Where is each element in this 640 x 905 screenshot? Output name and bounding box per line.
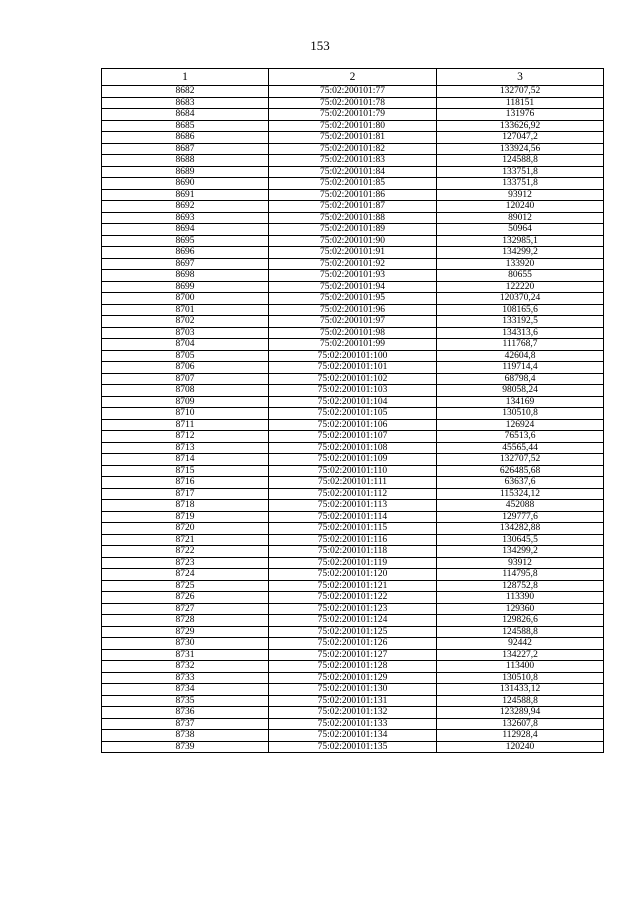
value-cell: 45565,44 bbox=[437, 442, 604, 454]
value-cell: 130510,8 bbox=[437, 672, 604, 684]
cadastral-number-cell: 75:02:200101:83 bbox=[269, 155, 437, 167]
cadastral-number-cell: 75:02:200101:132 bbox=[269, 707, 437, 719]
cadastral-number-cell: 75:02:200101:85 bbox=[269, 178, 437, 190]
table-row bbox=[102, 477, 604, 489]
row-number-cell: 8715 bbox=[102, 465, 269, 477]
cadastral-number-cell: 75:02:200101:94 bbox=[269, 281, 437, 293]
value-cell: 63637,6 bbox=[437, 477, 604, 489]
table-row bbox=[102, 270, 604, 282]
cadastral-number-cell: 75:02:200101:79 bbox=[269, 109, 437, 121]
value-cell: 108165,6 bbox=[437, 304, 604, 316]
cadastral-number-cell: 75:02:200101:112 bbox=[269, 488, 437, 500]
cadastral-number-cell: 75:02:200101:115 bbox=[269, 523, 437, 535]
table-row bbox=[102, 707, 604, 719]
value-cell: 134282,88 bbox=[437, 523, 604, 535]
table-row bbox=[102, 500, 604, 512]
value-cell: 133920 bbox=[437, 258, 604, 270]
page-number: 153 bbox=[310, 38, 330, 53]
table-row bbox=[102, 212, 604, 224]
row-number-cell: 8689 bbox=[102, 166, 269, 178]
table-row bbox=[102, 385, 604, 397]
cadastral-number-cell: 75:02:200101:111 bbox=[269, 477, 437, 489]
value-cell: 124588,8 bbox=[437, 155, 604, 167]
value-cell: 112928,4 bbox=[437, 730, 604, 742]
value-cell: 133192,5 bbox=[437, 316, 604, 328]
row-number-cell: 8688 bbox=[102, 155, 269, 167]
row-number-cell: 8700 bbox=[102, 293, 269, 305]
row-number-cell: 8735 bbox=[102, 695, 269, 707]
table-row bbox=[102, 396, 604, 408]
cadastral-table bbox=[101, 68, 604, 753]
table-row bbox=[102, 557, 604, 569]
cadastral-number-cell: 75:02:200101:89 bbox=[269, 224, 437, 236]
value-cell: 130510,8 bbox=[437, 408, 604, 420]
table-row bbox=[102, 442, 604, 454]
cadastral-number-cell: 75:02:200101:135 bbox=[269, 741, 437, 753]
row-number-cell: 8739 bbox=[102, 741, 269, 753]
row-number-cell: 8724 bbox=[102, 569, 269, 581]
table-row bbox=[102, 189, 604, 201]
row-number-cell: 8716 bbox=[102, 477, 269, 489]
table-row bbox=[102, 661, 604, 673]
cadastral-number-cell: 75:02:200101:129 bbox=[269, 672, 437, 684]
table-row bbox=[102, 201, 604, 213]
table-row bbox=[102, 339, 604, 351]
table-row bbox=[102, 603, 604, 615]
cadastral-number-cell: 75:02:200101:122 bbox=[269, 592, 437, 604]
cadastral-number-cell: 75:02:200101:104 bbox=[269, 396, 437, 408]
row-number-cell: 8727 bbox=[102, 603, 269, 615]
value-cell: 111768,7 bbox=[437, 339, 604, 351]
value-cell: 122220 bbox=[437, 281, 604, 293]
row-number-cell: 8719 bbox=[102, 511, 269, 523]
table-row bbox=[102, 408, 604, 420]
row-number-cell: 8721 bbox=[102, 534, 269, 546]
row-number-cell: 8712 bbox=[102, 431, 269, 443]
cadastral-number-cell: 75:02:200101:96 bbox=[269, 304, 437, 316]
value-cell: 129826,6 bbox=[437, 615, 604, 627]
table-row bbox=[102, 327, 604, 339]
cadastral-number-cell: 75:02:200101:93 bbox=[269, 270, 437, 282]
table-row bbox=[102, 281, 604, 293]
table-row bbox=[102, 304, 604, 316]
cadastral-number-cell: 75:02:200101:110 bbox=[269, 465, 437, 477]
cadastral-number-cell: 75:02:200101:78 bbox=[269, 97, 437, 109]
value-cell: 132985,1 bbox=[437, 235, 604, 247]
table-row bbox=[102, 649, 604, 661]
cadastral-number-cell: 75:02:200101:134 bbox=[269, 730, 437, 742]
row-number-cell: 8707 bbox=[102, 373, 269, 385]
cadastral-number-cell: 75:02:200101:124 bbox=[269, 615, 437, 627]
cadastral-number-cell: 75:02:200101:127 bbox=[269, 649, 437, 661]
cadastral-number-cell: 75:02:200101:130 bbox=[269, 684, 437, 696]
table-row bbox=[102, 511, 604, 523]
row-number-cell: 8696 bbox=[102, 247, 269, 259]
table-row bbox=[102, 580, 604, 592]
cadastral-number-cell: 75:02:200101:109 bbox=[269, 454, 437, 466]
row-number-cell: 8722 bbox=[102, 546, 269, 558]
cadastral-number-cell: 75:02:200101:90 bbox=[269, 235, 437, 247]
cadastral-number-cell: 75:02:200101:95 bbox=[269, 293, 437, 305]
table-row bbox=[102, 419, 604, 431]
value-cell: 132607,8 bbox=[437, 718, 604, 730]
cadastral-number-cell: 75:02:200101:120 bbox=[269, 569, 437, 581]
value-cell: 131976 bbox=[437, 109, 604, 121]
value-cell: 127047,2 bbox=[437, 132, 604, 144]
value-cell: 133751,8 bbox=[437, 178, 604, 190]
row-number-cell: 8685 bbox=[102, 120, 269, 132]
row-number-cell: 8693 bbox=[102, 212, 269, 224]
value-cell: 132707,52 bbox=[437, 86, 604, 98]
table-row bbox=[102, 454, 604, 466]
row-number-cell: 8733 bbox=[102, 672, 269, 684]
table-row bbox=[102, 350, 604, 362]
cadastral-number-cell: 75:02:200101:91 bbox=[269, 247, 437, 259]
table-row bbox=[102, 132, 604, 144]
cadastral-number-cell: 75:02:200101:114 bbox=[269, 511, 437, 523]
value-cell: 128752,8 bbox=[437, 580, 604, 592]
row-number-cell: 8692 bbox=[102, 201, 269, 213]
table-row bbox=[102, 741, 604, 753]
row-number-cell: 8706 bbox=[102, 362, 269, 374]
table-row bbox=[102, 373, 604, 385]
table-row bbox=[102, 718, 604, 730]
value-cell: 80655 bbox=[437, 270, 604, 282]
table-row bbox=[102, 465, 604, 477]
row-number-cell: 8723 bbox=[102, 557, 269, 569]
value-cell: 93912 bbox=[437, 557, 604, 569]
value-cell: 113390 bbox=[437, 592, 604, 604]
row-number-cell: 8687 bbox=[102, 143, 269, 155]
value-cell: 93912 bbox=[437, 189, 604, 201]
cadastral-number-cell: 75:02:200101:116 bbox=[269, 534, 437, 546]
cadastral-number-cell: 75:02:200101:126 bbox=[269, 638, 437, 650]
cadastral-number-cell: 75:02:200101:86 bbox=[269, 189, 437, 201]
table-header bbox=[102, 69, 604, 86]
cadastral-number-cell: 75:02:200101:87 bbox=[269, 201, 437, 213]
table-row bbox=[102, 258, 604, 270]
value-cell: 132707,52 bbox=[437, 454, 604, 466]
header-col-1: 1 bbox=[102, 69, 269, 86]
cadastral-number-cell: 75:02:200101:77 bbox=[269, 86, 437, 98]
cadastral-number-cell: 75:02:200101:99 bbox=[269, 339, 437, 351]
row-number-cell: 8713 bbox=[102, 442, 269, 454]
row-number-cell: 8701 bbox=[102, 304, 269, 316]
row-number-cell: 8704 bbox=[102, 339, 269, 351]
value-cell: 130645,5 bbox=[437, 534, 604, 546]
value-cell: 113400 bbox=[437, 661, 604, 673]
table-row bbox=[102, 431, 604, 443]
value-cell: 118151 bbox=[437, 97, 604, 109]
cadastral-number-cell: 75:02:200101:100 bbox=[269, 350, 437, 362]
value-cell: 133626,92 bbox=[437, 120, 604, 132]
row-number-cell: 8726 bbox=[102, 592, 269, 604]
cadastral-number-cell: 75:02:200101:82 bbox=[269, 143, 437, 155]
cadastral-number-cell: 75:02:200101:119 bbox=[269, 557, 437, 569]
value-cell: 134299,2 bbox=[437, 247, 604, 259]
row-number-cell: 8737 bbox=[102, 718, 269, 730]
table-row bbox=[102, 684, 604, 696]
value-cell: 124588,8 bbox=[437, 695, 604, 707]
row-number-cell: 8705 bbox=[102, 350, 269, 362]
table-row bbox=[102, 534, 604, 546]
header-col-3: 3 bbox=[437, 69, 604, 86]
value-cell: 452088 bbox=[437, 500, 604, 512]
table-row bbox=[102, 155, 604, 167]
value-cell: 68798,4 bbox=[437, 373, 604, 385]
row-number-cell: 8684 bbox=[102, 109, 269, 121]
row-number-cell: 8738 bbox=[102, 730, 269, 742]
table-row bbox=[102, 730, 604, 742]
cadastral-number-cell: 75:02:200101:108 bbox=[269, 442, 437, 454]
row-number-cell: 8691 bbox=[102, 189, 269, 201]
cadastral-number-cell: 75:02:200101:81 bbox=[269, 132, 437, 144]
table-row bbox=[102, 626, 604, 638]
row-number-cell: 8682 bbox=[102, 86, 269, 98]
table-row bbox=[102, 638, 604, 650]
row-number-cell: 8695 bbox=[102, 235, 269, 247]
value-cell: 50964 bbox=[437, 224, 604, 236]
value-cell: 92442 bbox=[437, 638, 604, 650]
row-number-cell: 8683 bbox=[102, 97, 269, 109]
value-cell: 133751,8 bbox=[437, 166, 604, 178]
table-row bbox=[102, 316, 604, 328]
value-cell: 98058,24 bbox=[437, 385, 604, 397]
header-row bbox=[102, 69, 604, 86]
row-number-cell: 8720 bbox=[102, 523, 269, 535]
table-row bbox=[102, 86, 604, 98]
row-number-cell: 8690 bbox=[102, 178, 269, 190]
row-number-cell: 8730 bbox=[102, 638, 269, 650]
header-col-2: 2 bbox=[269, 69, 437, 86]
table-row bbox=[102, 143, 604, 155]
value-cell: 131433,12 bbox=[437, 684, 604, 696]
cadastral-number-cell: 75:02:200101:131 bbox=[269, 695, 437, 707]
cadastral-number-cell: 75:02:200101:98 bbox=[269, 327, 437, 339]
table-row bbox=[102, 362, 604, 374]
value-cell: 129360 bbox=[437, 603, 604, 615]
row-number-cell: 8734 bbox=[102, 684, 269, 696]
table-row bbox=[102, 247, 604, 259]
value-cell: 120240 bbox=[437, 741, 604, 753]
value-cell: 115324,12 bbox=[437, 488, 604, 500]
table-row bbox=[102, 178, 604, 190]
table-row bbox=[102, 546, 604, 558]
cadastral-number-cell: 75:02:200101:113 bbox=[269, 500, 437, 512]
cadastral-number-cell: 75:02:200101:101 bbox=[269, 362, 437, 374]
table-row bbox=[102, 97, 604, 109]
row-number-cell: 8711 bbox=[102, 419, 269, 431]
row-number-cell: 8729 bbox=[102, 626, 269, 638]
value-cell: 119714,4 bbox=[437, 362, 604, 374]
row-number-cell: 8702 bbox=[102, 316, 269, 328]
row-number-cell: 8718 bbox=[102, 500, 269, 512]
value-cell: 134227,2 bbox=[437, 649, 604, 661]
table-row bbox=[102, 166, 604, 178]
table-row bbox=[102, 235, 604, 247]
value-cell: 89012 bbox=[437, 212, 604, 224]
table-row bbox=[102, 120, 604, 132]
cadastral-number-cell: 75:02:200101:128 bbox=[269, 661, 437, 673]
table-row bbox=[102, 615, 604, 627]
row-number-cell: 8686 bbox=[102, 132, 269, 144]
cadastral-number-cell: 75:02:200101:88 bbox=[269, 212, 437, 224]
row-number-cell: 8710 bbox=[102, 408, 269, 420]
cadastral-number-cell: 75:02:200101:106 bbox=[269, 419, 437, 431]
value-cell: 133924,56 bbox=[437, 143, 604, 155]
row-number-cell: 8703 bbox=[102, 327, 269, 339]
row-number-cell: 8736 bbox=[102, 707, 269, 719]
table-row bbox=[102, 488, 604, 500]
cadastral-number-cell: 75:02:200101:102 bbox=[269, 373, 437, 385]
row-number-cell: 8717 bbox=[102, 488, 269, 500]
value-cell: 134169 bbox=[437, 396, 604, 408]
cadastral-number-cell: 75:02:200101:84 bbox=[269, 166, 437, 178]
cadastral-number-cell: 75:02:200101:107 bbox=[269, 431, 437, 443]
table-row bbox=[102, 592, 604, 604]
value-cell: 134299,2 bbox=[437, 546, 604, 558]
cadastral-number-cell: 75:02:200101:80 bbox=[269, 120, 437, 132]
table-row bbox=[102, 672, 604, 684]
cadastral-number-cell: 75:02:200101:121 bbox=[269, 580, 437, 592]
cadastral-number-cell: 75:02:200101:97 bbox=[269, 316, 437, 328]
cadastral-number-cell: 75:02:200101:103 bbox=[269, 385, 437, 397]
value-cell: 134313,6 bbox=[437, 327, 604, 339]
row-number-cell: 8697 bbox=[102, 258, 269, 270]
cadastral-number-cell: 75:02:200101:125 bbox=[269, 626, 437, 638]
table-row bbox=[102, 224, 604, 236]
row-number-cell: 8725 bbox=[102, 580, 269, 592]
cadastral-number-cell: 75:02:200101:118 bbox=[269, 546, 437, 558]
cadastral-number-cell: 75:02:200101:92 bbox=[269, 258, 437, 270]
table-row bbox=[102, 569, 604, 581]
table-body bbox=[102, 86, 604, 753]
cadastral-number-cell: 75:02:200101:123 bbox=[269, 603, 437, 615]
value-cell: 124588,8 bbox=[437, 626, 604, 638]
cadastral-number-cell: 75:02:200101:105 bbox=[269, 408, 437, 420]
value-cell: 626485,68 bbox=[437, 465, 604, 477]
row-number-cell: 8694 bbox=[102, 224, 269, 236]
row-number-cell: 8731 bbox=[102, 649, 269, 661]
value-cell: 114795,8 bbox=[437, 569, 604, 581]
row-number-cell: 8732 bbox=[102, 661, 269, 673]
value-cell: 126924 bbox=[437, 419, 604, 431]
row-number-cell: 8708 bbox=[102, 385, 269, 397]
value-cell: 129777,6 bbox=[437, 511, 604, 523]
cadastral-number-cell: 75:02:200101:133 bbox=[269, 718, 437, 730]
row-number-cell: 8728 bbox=[102, 615, 269, 627]
value-cell: 120240 bbox=[437, 201, 604, 213]
value-cell: 123289,94 bbox=[437, 707, 604, 719]
value-cell: 120370,24 bbox=[437, 293, 604, 305]
table-row bbox=[102, 293, 604, 305]
table-row bbox=[102, 523, 604, 535]
row-number-cell: 8698 bbox=[102, 270, 269, 282]
value-cell: 76513,6 bbox=[437, 431, 604, 443]
value-cell: 42604,8 bbox=[437, 350, 604, 362]
row-number-cell: 8699 bbox=[102, 281, 269, 293]
table-row bbox=[102, 695, 604, 707]
row-number-cell: 8709 bbox=[102, 396, 269, 408]
table-row bbox=[102, 109, 604, 121]
row-number-cell: 8714 bbox=[102, 454, 269, 466]
